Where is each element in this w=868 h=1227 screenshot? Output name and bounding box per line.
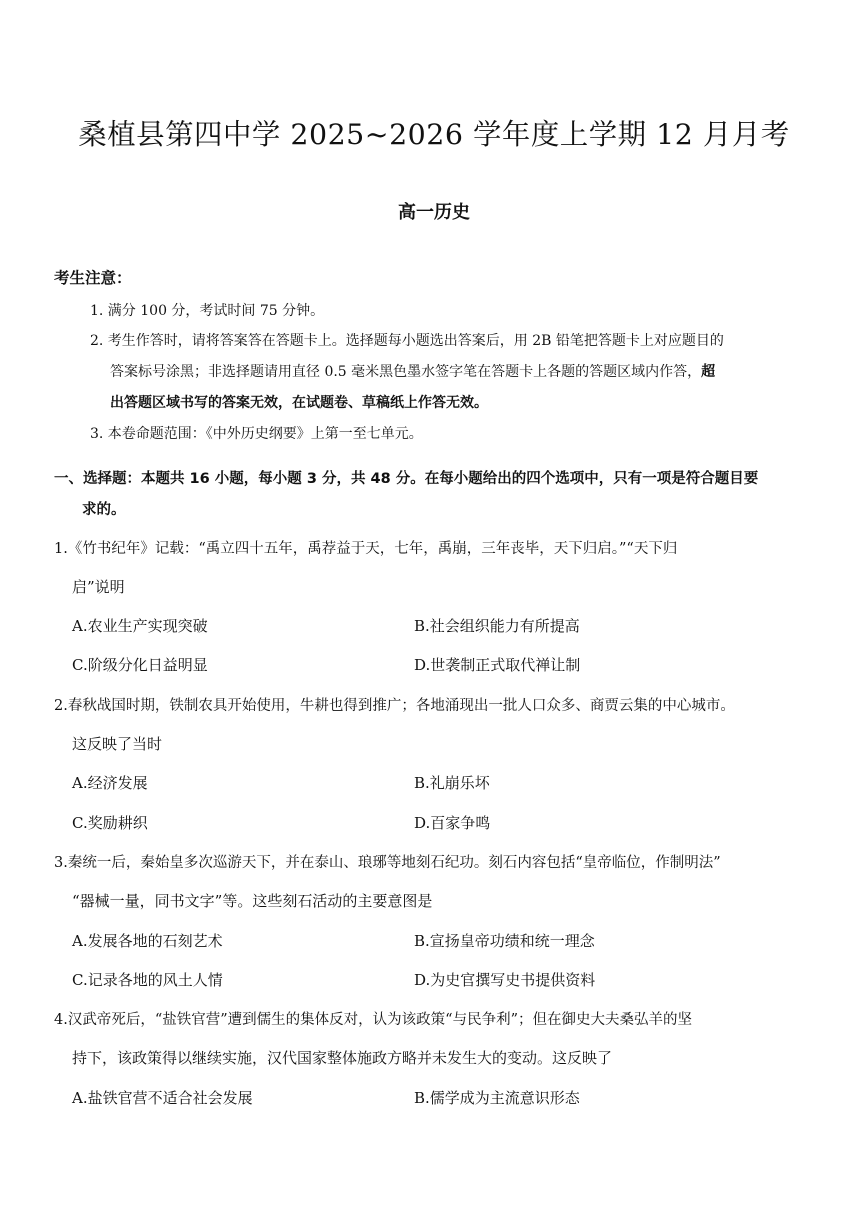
question-1-option-b: B.社会组织能力有所提高 <box>414 617 580 635</box>
question-3-stem-line-1: 3.秦统一后，秦始皇多次巡游天下，并在泰山、琅琊等地刻石纪功。刻石内容包括“皇帝临位，作制明法” <box>54 855 721 871</box>
question-1-option-c: C.阶级分化日益明显 <box>72 656 208 674</box>
question-1-option-d: D.世袭制正式取代禅让制 <box>414 656 581 674</box>
notice-item-2-line-2-bold: 超 <box>701 364 716 380</box>
question-1-option-a: A.农业生产实现突破 <box>72 617 208 635</box>
question-2-stem-line-1: 2.春秋战国时期，铁制农具开始使用，牛耕也得到推广；各地涌现出一批人口众多、商贾云集的中心城市。 <box>54 698 735 714</box>
question-1-stem-line-2: 启”说明 <box>72 578 125 596</box>
question-1-stem-line-1: 1.《竹书纪年》记载：“禹立四十五年，禹荐益于天，七年，禹崩，三年丧毕，天下归启。”“天下归 <box>54 541 678 557</box>
notice-item-1: 1. 满分 100 分，考试时间 75 分钟。 <box>90 303 325 319</box>
notice-item-2-line-2 <box>110 361 715 381</box>
exam-subject: 高一历史 <box>398 202 470 223</box>
question-4-option-b: B.儒学成为主流意识形态 <box>414 1089 580 1107</box>
section-1-instructions-line-1: 一、选择题：本题共 16 小题，每小题 3 分，共 48 分。在每小题给出的四个选项中，只有一项是符合题目要 <box>54 471 759 487</box>
question-3-option-a: A.发展各地的石刻艺术 <box>72 932 223 950</box>
question-3-option-d: D.为史官撰写史书提供资料 <box>414 971 596 989</box>
notice-heading: 考生注意： <box>54 269 132 287</box>
question-3-stem-line-2: “器械一量，同书文字”等。这些刻石活动的主要意图是 <box>72 892 433 910</box>
notice-item-3: 3. 本卷命题范围：《中外历史纲要》上第一至七单元。 <box>90 426 423 442</box>
notice-item-2-line-3: 出答题区域书写的答案无效，在试题卷、草稿纸上作答无效。 <box>110 395 488 411</box>
question-3-option-c: C.记录各地的风土人情 <box>72 971 223 989</box>
question-4-stem-line-1: 4.汉武帝死后，“盐铁官营”遭到儒生的集体反对，认为该政策“与民争利”；但在御史大夫桑弘羊的坚 <box>54 1012 692 1028</box>
section-1-instructions-line-2: 求的。 <box>82 502 126 518</box>
notice-item-2-line-1: 2. 考生作答时，请将答案答在答题卡上。选择题每小题选出答案后，用 2B 铅笔把答题卡上对应题目的 <box>90 333 724 349</box>
question-2-option-d: D.百家争鸣 <box>414 814 491 832</box>
question-4-option-a: A.盐铁官营不适合社会发展 <box>72 1089 253 1107</box>
exam-title: 桑植县第四中学 2025~2026 学年度上学期 12 月月考 <box>78 118 790 151</box>
question-2-option-b: B.礼崩乐坏 <box>414 774 490 792</box>
question-2-option-a: A.经济发展 <box>72 774 148 792</box>
notice-item-2-line-2-text: 答案标号涂黑；非选择题请用直径 0.5 毫米黑色墨水签字笔在答题卡上各题的答题区域内作答， <box>110 364 702 380</box>
question-4-stem-line-2: 持下，该政策得以继续实施，汉代国家整体施政方略并未发生大的变动。这反映了 <box>72 1049 613 1067</box>
question-2-stem-line-2: 这反映了当时 <box>72 735 163 753</box>
question-2-option-c: C.奖励耕织 <box>72 814 148 832</box>
question-3-option-b: B.宣扬皇帝功绩和统一理念 <box>414 932 595 950</box>
